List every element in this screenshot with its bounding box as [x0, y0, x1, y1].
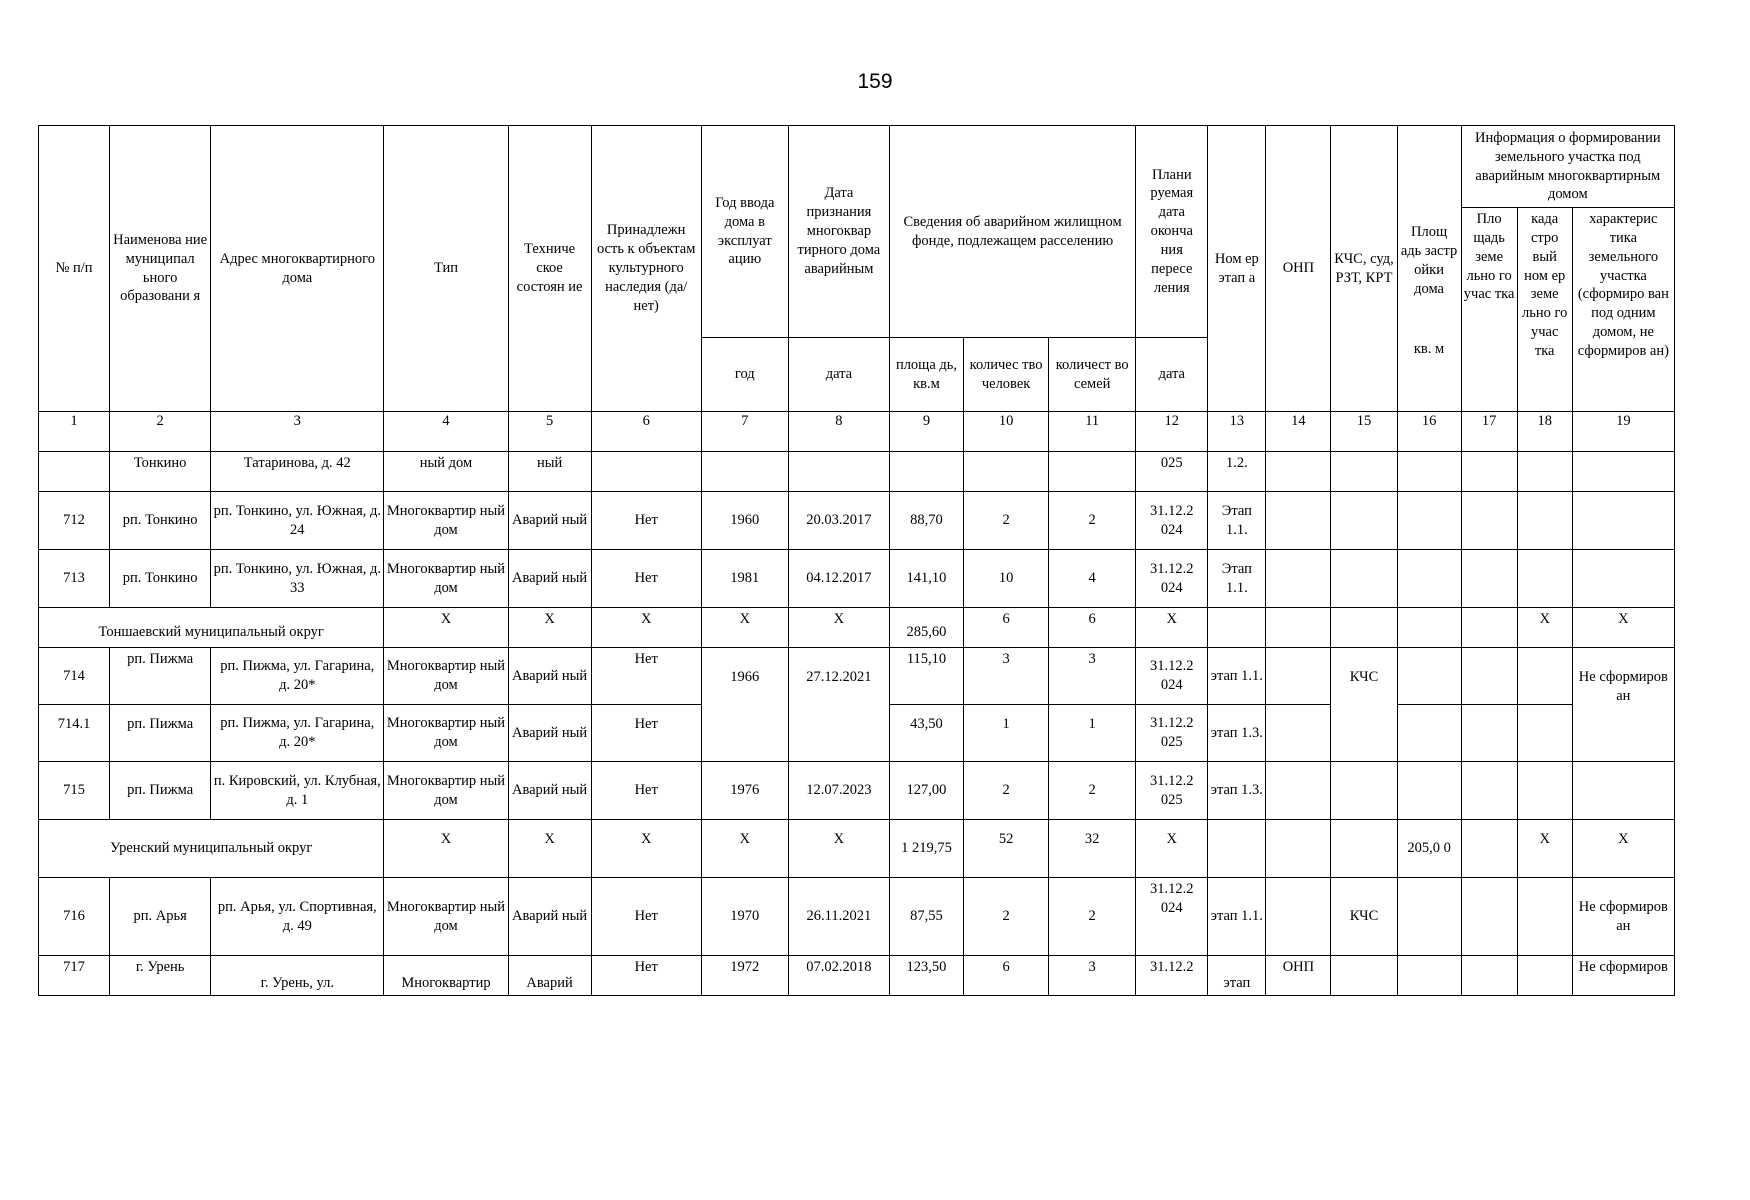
column-number-row [39, 412, 1675, 452]
cell-plot-characteristic: X [1572, 820, 1674, 878]
cell-address: г. Урень, ул. [211, 956, 384, 996]
cell-planned-date: 31.12.2 [1136, 956, 1208, 996]
cell-recognition-date: 07.02.2018 [788, 956, 889, 996]
cell-area: 43,50 [889, 705, 963, 762]
cell-condition: Аварий ный [508, 550, 591, 608]
cell-stage: этап 1.1. [1208, 648, 1266, 705]
cell-number: 714.1 [39, 705, 110, 762]
cell-planned-date: 31.12.2 024 [1136, 492, 1208, 550]
cell-municipality: рп. Пижма [110, 648, 211, 705]
cell-condition: Аварий ный [508, 878, 591, 956]
header-col-building-area: Площ адь застр ойки дома [1397, 126, 1461, 338]
cell-plot-characteristic: Не сформиров ан [1572, 648, 1674, 762]
column-number: 14 [1266, 412, 1331, 452]
cell-people: 1 [964, 705, 1049, 762]
cell-people: 6 [964, 956, 1049, 996]
header-col-address: Адрес многоквартирного дома [211, 126, 384, 412]
cell-municipality: рп. Пижма [110, 762, 211, 820]
table-row [39, 878, 1675, 956]
cell-people: 10 [964, 550, 1049, 608]
header-col-housing-info: Сведения об аварийном жилищном фонде, подлежащем расселению [889, 126, 1135, 338]
cell-year: 1972 [701, 956, 788, 996]
subheader-year: год [701, 338, 788, 412]
cell-type: Многоквартир ный дом [384, 492, 508, 550]
cell-address: рп. Пижма, ул. Гагарина, д. 20* [211, 648, 384, 705]
cell-type: Многоквартир ный дом [384, 878, 508, 956]
table-row [39, 492, 1675, 550]
cell-stage: 1.2. [1208, 452, 1266, 492]
cell-type: Многоквартир ный дом [384, 648, 508, 705]
cell-families: 3 [1049, 648, 1136, 705]
header-col-recognition-date: Дата признания многоквар тирного дома аварийным [788, 126, 889, 338]
cell-number: 713 [39, 550, 110, 608]
emergency-housing-table [38, 125, 1675, 996]
cell-heritage: Нет [591, 648, 701, 705]
cell-planned-date: X [1136, 820, 1208, 878]
cell-families: 4 [1049, 550, 1136, 608]
cell-planned-date: 31.12.2 025 [1136, 705, 1208, 762]
column-number: 19 [1572, 412, 1674, 452]
cell-year: 1966 [701, 648, 788, 762]
subheader-families: количест во семей [1049, 338, 1136, 412]
cell-municipality: Тонкино [110, 452, 211, 492]
cell-year: X [701, 608, 788, 648]
column-number: 13 [1208, 412, 1266, 452]
cell-year: 1960 [701, 492, 788, 550]
header-col-municipality: Наименова ние муниципал ьного образовани я [110, 126, 211, 412]
column-number: 16 [1397, 412, 1461, 452]
cell-kchs: КЧС [1331, 878, 1397, 956]
cell-heritage: Нет [591, 705, 701, 762]
cell-area: 88,70 [889, 492, 963, 550]
cell-plot-characteristic: Не сформиров [1572, 956, 1674, 996]
table-row [39, 956, 1675, 996]
cell-area: 87,55 [889, 878, 963, 956]
cell-families: 2 [1049, 492, 1136, 550]
cell-total-name: Уренский муниципальный округ [39, 820, 384, 878]
header-col-planned-date: Плани руемая дата оконча ния пересе ления [1136, 126, 1208, 338]
cell-plot-characteristic: X [1572, 608, 1674, 648]
table-row [39, 648, 1675, 705]
cell-type: ный дом [384, 452, 508, 492]
subheader-date: дата [788, 338, 889, 412]
cell-recognition-date: 20.03.2017 [788, 492, 889, 550]
column-number: 12 [1136, 412, 1208, 452]
cell-municipality: г. Урень [110, 956, 211, 996]
cell-families: 1 [1049, 705, 1136, 762]
cell-people: 2 [964, 492, 1049, 550]
cell-heritage: X [591, 608, 701, 648]
cell-type: Многоквартир ный дом [384, 762, 508, 820]
header-col-stage: Ном ер этап а [1208, 126, 1266, 412]
cell-heritage: X [591, 820, 701, 878]
cell-kchs: КЧС [1331, 648, 1397, 762]
cell-condition: Аварий [508, 956, 591, 996]
cell-recognition-date: 27.12.2021 [788, 648, 889, 762]
cell-heritage: Нет [591, 762, 701, 820]
header-col-plot-area: Пло щадь земе льно го учас тка [1461, 208, 1517, 412]
cell-address: рп. Арья, ул. Спортивная, д. 49 [211, 878, 384, 956]
column-number: 2 [110, 412, 211, 452]
cell-condition: ный [508, 452, 591, 492]
cell-condition: X [508, 820, 591, 878]
cell-address: рп. Тонкино, ул. Южная, д. 24 [211, 492, 384, 550]
cell-heritage: Нет [591, 878, 701, 956]
cell-planned-date: 31.12.2 024 [1136, 648, 1208, 705]
column-number: 1 [39, 412, 110, 452]
cell-number: 717 [39, 956, 110, 996]
cell-families: 6 [1049, 608, 1136, 648]
cell-municipality: рп. Тонкино [110, 550, 211, 608]
cell-type: X [384, 608, 508, 648]
cell-type: Многоквартир [384, 956, 508, 996]
cell-address: рп. Тонкино, ул. Южная, д. 33 [211, 550, 384, 608]
header-col-condition: Техниче ское состоян ие [508, 126, 591, 412]
cell-type: Многоквартир ный дом [384, 705, 508, 762]
cell-year: 1970 [701, 878, 788, 956]
cell-area: 141,10 [889, 550, 963, 608]
cell-number: 716 [39, 878, 110, 956]
cell-condition: Аварий ный [508, 648, 591, 705]
cell-onp: ОНП [1266, 956, 1331, 996]
cell-stage: Этап 1.1. [1208, 550, 1266, 608]
cell-plot-characteristic: Не сформиров ан [1572, 878, 1674, 956]
subheader-area: площа дь, кв.м [889, 338, 963, 412]
cell-municipality: рп. Тонкино [110, 492, 211, 550]
cell-planned-date: 31.12.2 025 [1136, 762, 1208, 820]
cell-people: 2 [964, 878, 1049, 956]
cell-address: п. Кировский, ул. Клубная, д. 1 [211, 762, 384, 820]
cell-area: 127,00 [889, 762, 963, 820]
column-number: 6 [591, 412, 701, 452]
column-number: 10 [964, 412, 1049, 452]
cell-heritage: Нет [591, 492, 701, 550]
cell-address: Татаринова, д. 42 [211, 452, 384, 492]
cell-condition: Аварий ный [508, 705, 591, 762]
cell-recognition-date: X [788, 608, 889, 648]
column-number: 4 [384, 412, 508, 452]
cell-building-area: 205,0 0 [1397, 820, 1461, 878]
cell-heritage: Нет [591, 956, 701, 996]
cell-cadastral: X [1517, 820, 1572, 878]
cell-number: 712 [39, 492, 110, 550]
cell-stage: этап 1.1. [1208, 878, 1266, 956]
column-number: 17 [1461, 412, 1517, 452]
subheader-sq-m: кв. м [1397, 338, 1461, 412]
header-col-year: Год ввода дома в эксплуат ацию [701, 126, 788, 338]
cell-planned-date: 025 [1136, 452, 1208, 492]
table-row [39, 762, 1675, 820]
cell-stage: Этап 1.1. [1208, 492, 1266, 550]
column-number: 18 [1517, 412, 1572, 452]
cell-area: 123,50 [889, 956, 963, 996]
column-number: 7 [701, 412, 788, 452]
cell-families: 3 [1049, 956, 1136, 996]
header-col-type: Тип [384, 126, 508, 412]
cell-number: 715 [39, 762, 110, 820]
cell-planned-date: 31.12.2 024 [1136, 550, 1208, 608]
cell-address: рп. Пижма, ул. Гагарина, д. 20* [211, 705, 384, 762]
cell-families: 2 [1049, 878, 1136, 956]
cell-area: 1 219,75 [889, 820, 963, 878]
cell-recognition-date: 04.12.2017 [788, 550, 889, 608]
column-number: 9 [889, 412, 963, 452]
table-row [39, 452, 1675, 492]
cell-type: X [384, 820, 508, 878]
cell-condition: X [508, 608, 591, 648]
header-col-onp: ОНП [1266, 126, 1331, 412]
cell-year: X [701, 820, 788, 878]
header-col-kchs: КЧС, суд, РЗТ, КРТ [1331, 126, 1397, 412]
cell-families: 2 [1049, 762, 1136, 820]
column-number: 3 [211, 412, 384, 452]
cell-people: 3 [964, 648, 1049, 705]
cell-year: 1981 [701, 550, 788, 608]
cell-municipality: рп. Арья [110, 878, 211, 956]
subheader-people: количес тво человек [964, 338, 1049, 412]
header-col-number: № п/п [39, 126, 110, 412]
cell-stage: этап [1208, 956, 1266, 996]
cell-stage: этап 1.3. [1208, 705, 1266, 762]
cell-people: 52 [964, 820, 1049, 878]
cell-condition: Аварий ный [508, 492, 591, 550]
page-number: 159 [857, 70, 893, 93]
cell-planned-date: X [1136, 608, 1208, 648]
cell-planned-date: 31.12.2 024 [1136, 878, 1208, 956]
cell-type: Многоквартир ный дом [384, 550, 508, 608]
cell-total-name: Тоншаевский муниципальный округ [39, 608, 384, 648]
cell-people: 6 [964, 608, 1049, 648]
municipality-total-row [39, 820, 1675, 878]
column-number: 15 [1331, 412, 1397, 452]
header-col-plot-characteristic: характерис тика земельного участка (сформиро ван под одним домом, не сформиров ан) [1572, 208, 1674, 412]
cell-families: 32 [1049, 820, 1136, 878]
cell-recognition-date: 26.11.2021 [788, 878, 889, 956]
cell-area: 285,60 [889, 608, 963, 648]
cell-municipality: рп. Пижма [110, 705, 211, 762]
cell-people: 2 [964, 762, 1049, 820]
column-number: 8 [788, 412, 889, 452]
cell-recognition-date: X [788, 820, 889, 878]
header-col-cadastral: када стро вый ном ер земе льно го учас тка [1517, 208, 1572, 412]
cell-stage: этап 1.3. [1208, 762, 1266, 820]
cell-cadastral: X [1517, 608, 1572, 648]
municipality-total-row [39, 608, 1675, 648]
header-col-land-plot-info: Информация о формировании земельного участка под аварийным многоквартирным домом [1461, 126, 1674, 208]
cell-area: 115,10 [889, 648, 963, 705]
cell-heritage: Нет [591, 550, 701, 608]
cell-condition: Аварий ный [508, 762, 591, 820]
header-row-top [39, 126, 1675, 208]
column-number: 5 [508, 412, 591, 452]
subheader-planned-date: дата [1136, 338, 1208, 412]
cell-year: 1976 [701, 762, 788, 820]
cell-recognition-date: 12.07.2023 [788, 762, 889, 820]
table-row [39, 550, 1675, 608]
cell-number: 714 [39, 648, 110, 705]
column-number: 11 [1049, 412, 1136, 452]
header-col-heritage: Принадлежн ость к объектам культурного наследия (да/нет) [591, 126, 701, 412]
